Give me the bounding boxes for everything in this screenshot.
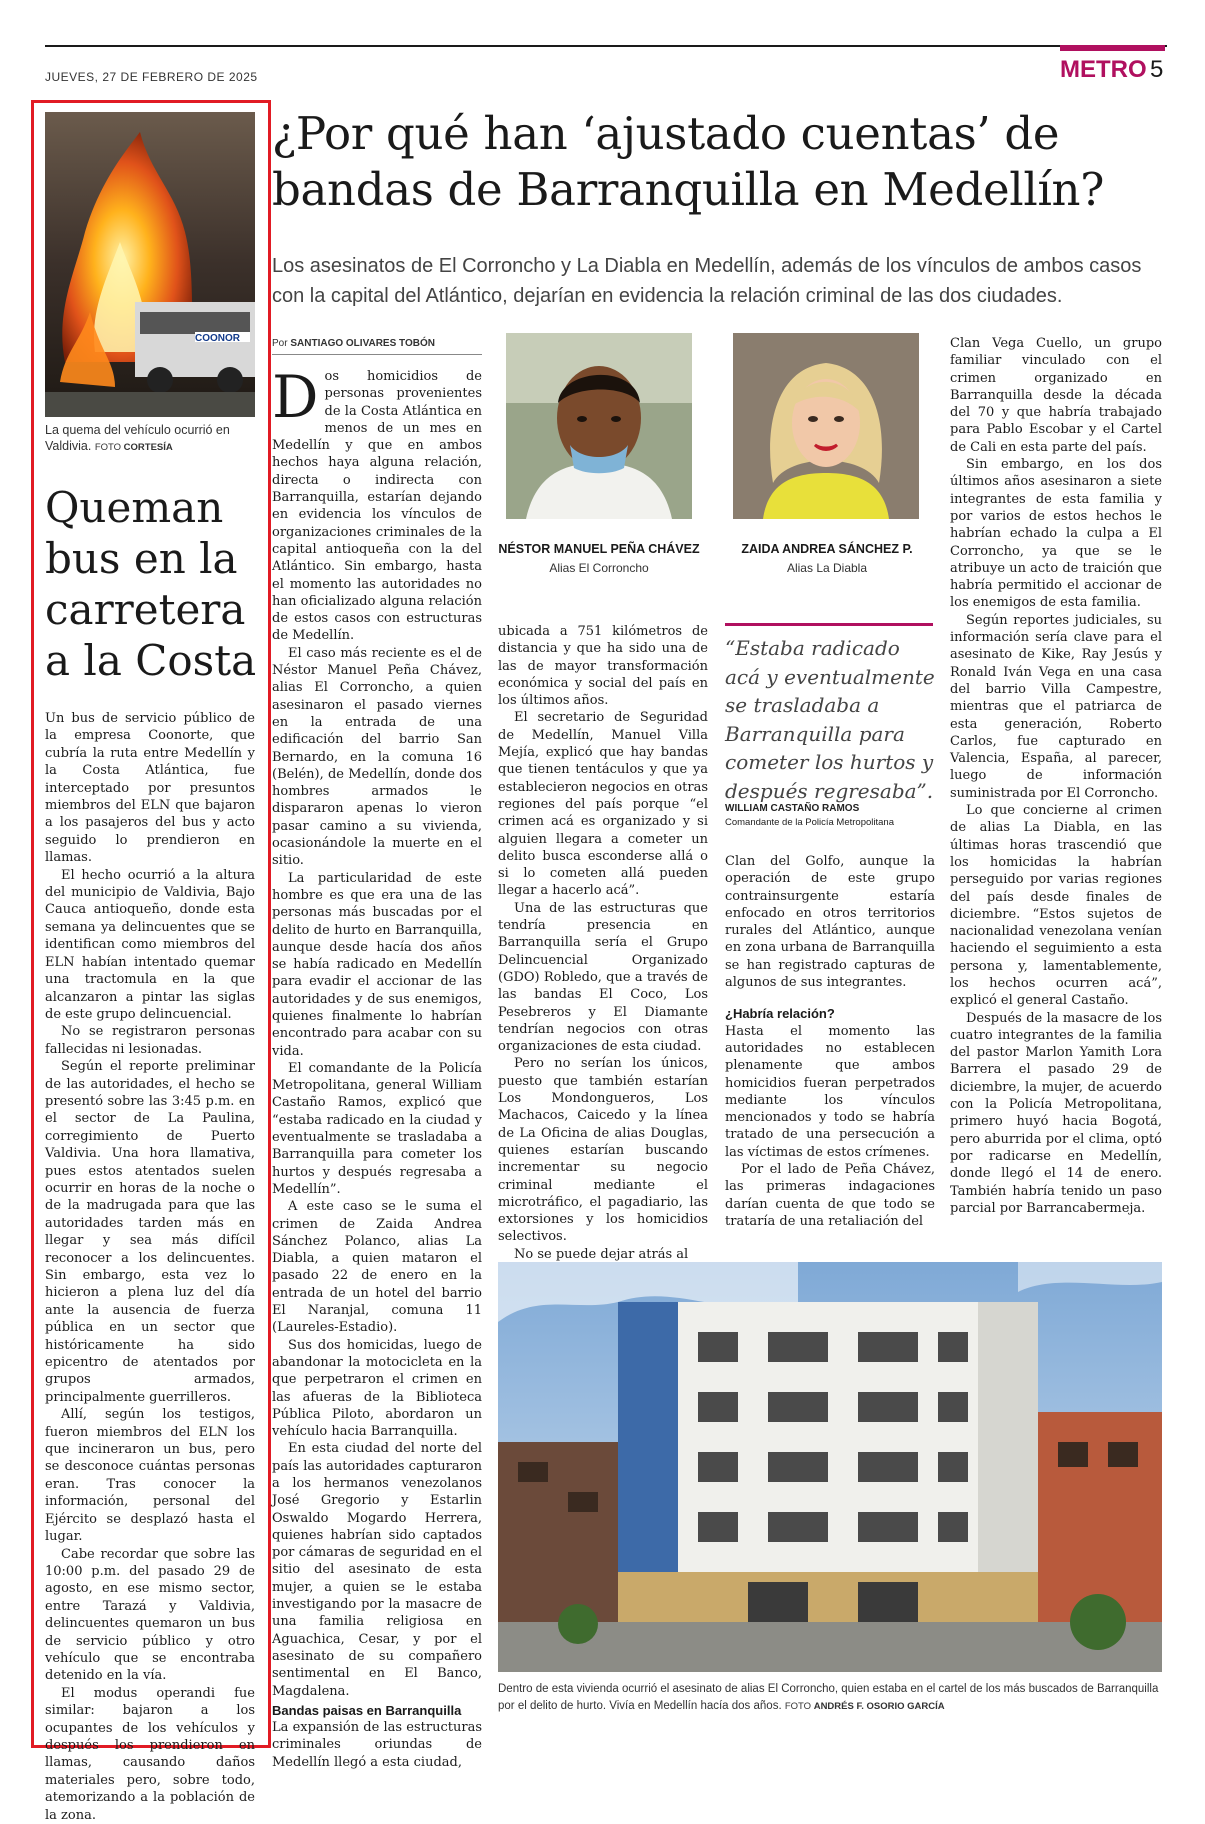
pull-quote-attribution [725,802,937,830]
article-headline: ¿Por qué han ‘ajustado cuentas’ de bandas de Barranquilla en Medellín? [272,107,1105,216]
photo-credit: FOTO CORTESÍA [94,442,173,453]
section-color-bar [1060,45,1165,51]
article-paragraph: La particularidad de este hombre es que era una de las personas más buscadas por el delito de hurto en Barranquilla, aunque desde hacía dos años se había radicado en Medellín para evadir el accionar de las autoridades y de sus enemigos, quienes finalmente lo habrían encontrado para acabar con su vida. [272,870,482,1059]
quote-author: WILLIAM CASTAÑO RAMOS [725,803,860,814]
photo-credit: FOTO ANDRÉS F. OSORIO GARCÍA [784,1701,945,1712]
article-paragraph: ubicada a 751 kilómetros de distancia y que ha sido una de las de mayor transformación económica y social del país en los últimos años. [498,624,708,709]
person-alias-nestor: Alias El Corroncho [549,561,649,575]
article-paragraph: Una de las estructuras que tendría presencia en Barranquilla sería el Grupo Delincuencial Organizado (GDO) Robledo, que a través de las bandas El Coco, Los Pesebreros y El Diamante tendrían negocios con otras organizaciones de esta ciudad. [498,900,708,1055]
article-paragraph: El comandante de la Policía Metropolitana, general William Castaño Ramos, explicó que “estaba radicado en la ciudad y eventualmente se trasladaba a Barranquilla para cometer los hurtos y después regresaba a Medellín”. [272,1060,482,1197]
pull-quote: “Estaba radicado acá y eventualmente se trasladaba a Barranquilla para cometer los hurtos y después regresaba”. [725,636,935,803]
article-column-4 [950,335,1162,1217]
article-paragraph: Según reportes judiciales, su información sería clave para el asesinato de Kike, Ray Jesús y Ronald Iván Vega en una casa del barrio Villa Campestre, mientras que el patriarca de esta generación, Roberto Carlos, fue capturado en Valencia, España, al parecer, luego de información suministrada por El Corroncho. [950,612,1162,801]
article-paragraph: A este caso se le suma el crimen de Zaida Andrea Sánchez Polanco, alias La Diabla, a quien mataron el pasado 22 de enero en la entrada de un hotel del barrio El Naranjal, comuna 11 (Laureles-Estadio). [272,1199,482,1336]
section-name: METRO [1060,56,1147,83]
sidebar-headline: Queman bus en la carretera a la Costa [45,483,257,685]
article-paragraph: Sin embargo, en los dos últimos años asesinaron a siete integrantes de esta familia y por varios de estos hechos le habrían echado la culpa a El Corroncho, ya que se le atribuye un acto de traición que habría permitido el accionar de los enemigos de esta familia. [950,457,1162,611]
sidebar-paragraph: Cabe recordar que sobre las 10:00 p.m. del pasado 29 de agosto, en ese mismo sector, entre Tarazá y Valdivia, delincuentes quemaron un bus de servicio público y otro vehículo que se encontraba detenido en la vía. [45,1546,255,1684]
sidebar-paragraph: El modus operandi fue similar: bajaron a los ocupantes de los vehículos y después los prendieron en llamas, causando daños materiales pero, sobre todo, atemorizando a la población de la zona. [45,1685,255,1823]
sidebar-paragraph: Según el reporte preliminar de las autoridades, el hecho se presentó sobre las 3:45 p.m. en el sector de La Paulina, corregimiento de Puerto Valdivia. Una hora llamativa, pues estos atentados suelen ocurrir en horas de la noche o de la madrugada para que las autoridades tarden más en llegar y sea más difícil reconocer a los delincuentes. Sin embargo, esta vez lo hicieron a plena luz del día ante la ausencia de fuerza pública en un sector que históricamente ha sido epicentro de atentados por grupos armados, principalmente guerrilleros. [45,1059,255,1405]
article-paragraph: No se puede dejar atrás al [514,1246,689,1262]
bus-logo-text: COONOR [195,333,240,344]
article-paragraph: El caso más reciente es el de Néstor Manuel Peña Chávez, alias El Corroncho, a quien asesinaron el pasado viernes en la entrada de una edificación del barrio San Bernardo, en la comuna 16 (Belén), de Medellín, donde dos hombres armados le dispararon apenas lo vieron pasar camino a su vivienda, ocasionándole la muerte en el sitio. [272,645,482,869]
portrait-nestor [506,333,692,519]
article-paragraph: Pero no serían los únicos, puesto que también estarían Los Mondongueros, Los Machacos, Caicedo y la línea de La Oficina de alias Douglas, quienes estarían buscando incrementar su negocio criminal mediante el microtráfico, el pagadiario, las extorsiones y los homicidios selectivos. [498,1056,708,1245]
quote-role: Comandante de la Policía Metropolitana [725,817,894,828]
article-subhead: Los asesinatos de El Corroncho y La Diabla en Medellín, además de los vínculos de ambos casos con la capital del Atlántico, dejarían en evidencia la relación criminal de las dos ciudades. [272,255,1142,307]
article-paragraph: Hasta el momento las autoridades no establecen plenamente que ambos homicidios fueran perpetrados mediante los vínculos mencionados y todo se habría tratado de una persecución a las víctimas de estos crímenes. [725,1023,935,1160]
top-rule [45,45,1167,47]
section-subhead: ¿Habría relación? [725,1006,835,1022]
section-subhead: Bandas paisas en Barranquilla [272,1702,462,1718]
sidebar-body [45,710,255,1824]
sidebar-paragraph: El hecho ocurrió a la altura del municipio de Valdivia, Bajo Cauca antioqueño, donde esta semana ya delincuentes que se identifican como miembros del ELN habían intentado quemar una tractomula en la que alcanzaron a pintar las siglas de este grupo delincuencial. [45,867,255,1022]
person-alias-zaida: Alias La Diabla [786,561,868,575]
sidebar-paragraph: Un bus de servicio público de la empresa Coonorte, que cubría la ruta entre Medellín y la Costa Atlántica, fue interceptado por presuntos miembros del ELN que bajaron a los pasajeros del bus y acto seguido lo prendieron en llamas. [45,711,255,866]
drop-cap: D [272,363,319,431]
person-name-nestor: NÉSTOR MANUEL PEÑA CHÁVEZ [498,542,700,556]
building-photo-caption: Dentro de esta vivienda ocurrió el asesinato de alias El Corroncho, quien estaba en el cartel de los más buscados de Barranquilla por el delito de hurto. Vivía en Medellín hacía dos años. FOTO ANDRÉS F. OSORIO GARCÍA [498,1683,1159,1712]
building-photo [498,1262,1162,1672]
article-paragraph: En esta ciudad del norte del país las autoridades capturaron a los hermanos venezolanos José Gregorio y Estarlin Oswaldo Mogardo Herrera, quienes habrían sido captados por cámaras de seguridad en el sitio del asesinato de esta mujer, a quien se le estaba investigando por la masacre de una familia religiosa en Aguachica, Cesar, y por el asesinato de su compañero sentimental en El Banco, Magdalena. [272,1441,482,1699]
article-column-1 [272,363,482,1771]
portrait-zaida [733,333,919,519]
byline-rule [272,354,482,355]
article-paragraph: Después de la masacre de los cuatro integrantes de la familia del pastor Marlon Yamith Lora Barrera el pasado 29 de diciembre, la mujer, de acuerdo con la Policía Metropolitana, primero huyó hacia Bogotá, pero aburrida por el clima, optó por radicarse en Medellín, donde llegó el 14 de enero. También habría tenido un paso parcial por Barrancabermeja. [950,1010,1162,1216]
article-paragraph: La expansión de las estructuras criminales oriundas de Medellín llegó a esta ciudad, [272,1720,482,1770]
article-paragraph: Sus dos homicidas, luego de abandonar la motocicleta en la que perpetraron el crimen en las afueras de la Biblioteca Pública Piloto, abordaron un vehículo hacia Barranquilla. [272,1337,482,1440]
edition-date: JUEVES, 27 DE FEBRERO DE 2025 [45,70,258,84]
article-column-3 [725,853,935,1230]
burning-bus-photo [45,112,255,417]
byline: Por SANTIAGO OLIVARES TOBÓN [272,338,435,349]
sidebar-photo-caption: La quema del vehículo ocurrió en Valdivia. FOTO CORTESÍA [45,423,230,453]
article-column-2 [498,623,708,1263]
article-paragraph: Lo que concierne al crimen de alias La Diabla, en las últimas horas trascendió que los homicidas la habrían perseguido por varias regiones del país desde finales de diciembre. “Estos sujetos de nacionalidad venezolana venían haciendo el seguimiento a esta persona y, lamentablemente, los hechos ocurren acá”, explicó el general Castaño. [950,803,1162,1009]
sidebar-paragraph: Allí, según los testigos, fueron miembros del ELN los que incineraron un bus, pero se desconoce cuántas personas eran. Tras conocer la información, personal del Ejército se desplazó hasta el lugar. [45,1407,255,1545]
pull-quote-rule [725,623,933,626]
page-number: 5 [1150,56,1164,83]
article-paragraph: Por el lado de Peña Chávez, las primeras indagaciones darían cuenta de que todo se trataría de una retaliación del [725,1162,935,1229]
lead-paragraph: Dos homicidios de personas provenientes de la Costa Atlántica en menos de un mes en Medellín y que en ambos hechos haya alguna relación, directa o indirecta con Barranquilla, estarían dejando en evidencia los vínculos de organizaciones criminales de la capital antioqueña con la del Atlántico. Sin embargo, hasta el momento las autoridades no han oficializado alguna relación de estos casos con estructuras de Medellín. [272,363,482,644]
person-name-zaida: ZAIDA ANDREA SÁNCHEZ P. [741,542,913,556]
article-paragraph: Clan Vega Cuello, un grupo familiar vinculado con el crimen organizado en Barranquilla desde la década del 70 y que habría trabajado para Pablo Escobar y el Cartel de Cali en esta parte del país. [950,336,1162,455]
article-paragraph: Clan del Golfo, aunque la operación de este grupo contrainsurgente estaría enfocado en otros territorios rurales del Atlántico, aunque en zona urbana de Barranquilla se han registrado capturas de algunos de sus integrantes. [725,854,935,991]
article-paragraph: El secretario de Seguridad de Medellín, Manuel Villa Mejía, explicó que hay bandas que tienen tentáculos y que ya establecieron negocios en otras regiones del país porque “el crimen acá es organizado y si alguien llegara a cometer un delito busca esconderse allá o si lo cometen allá pueden llegar a hacerlo acá”. [498,710,708,899]
sidebar-paragraph: No se registraron personas fallecidas ni lesionadas. [45,1024,255,1057]
